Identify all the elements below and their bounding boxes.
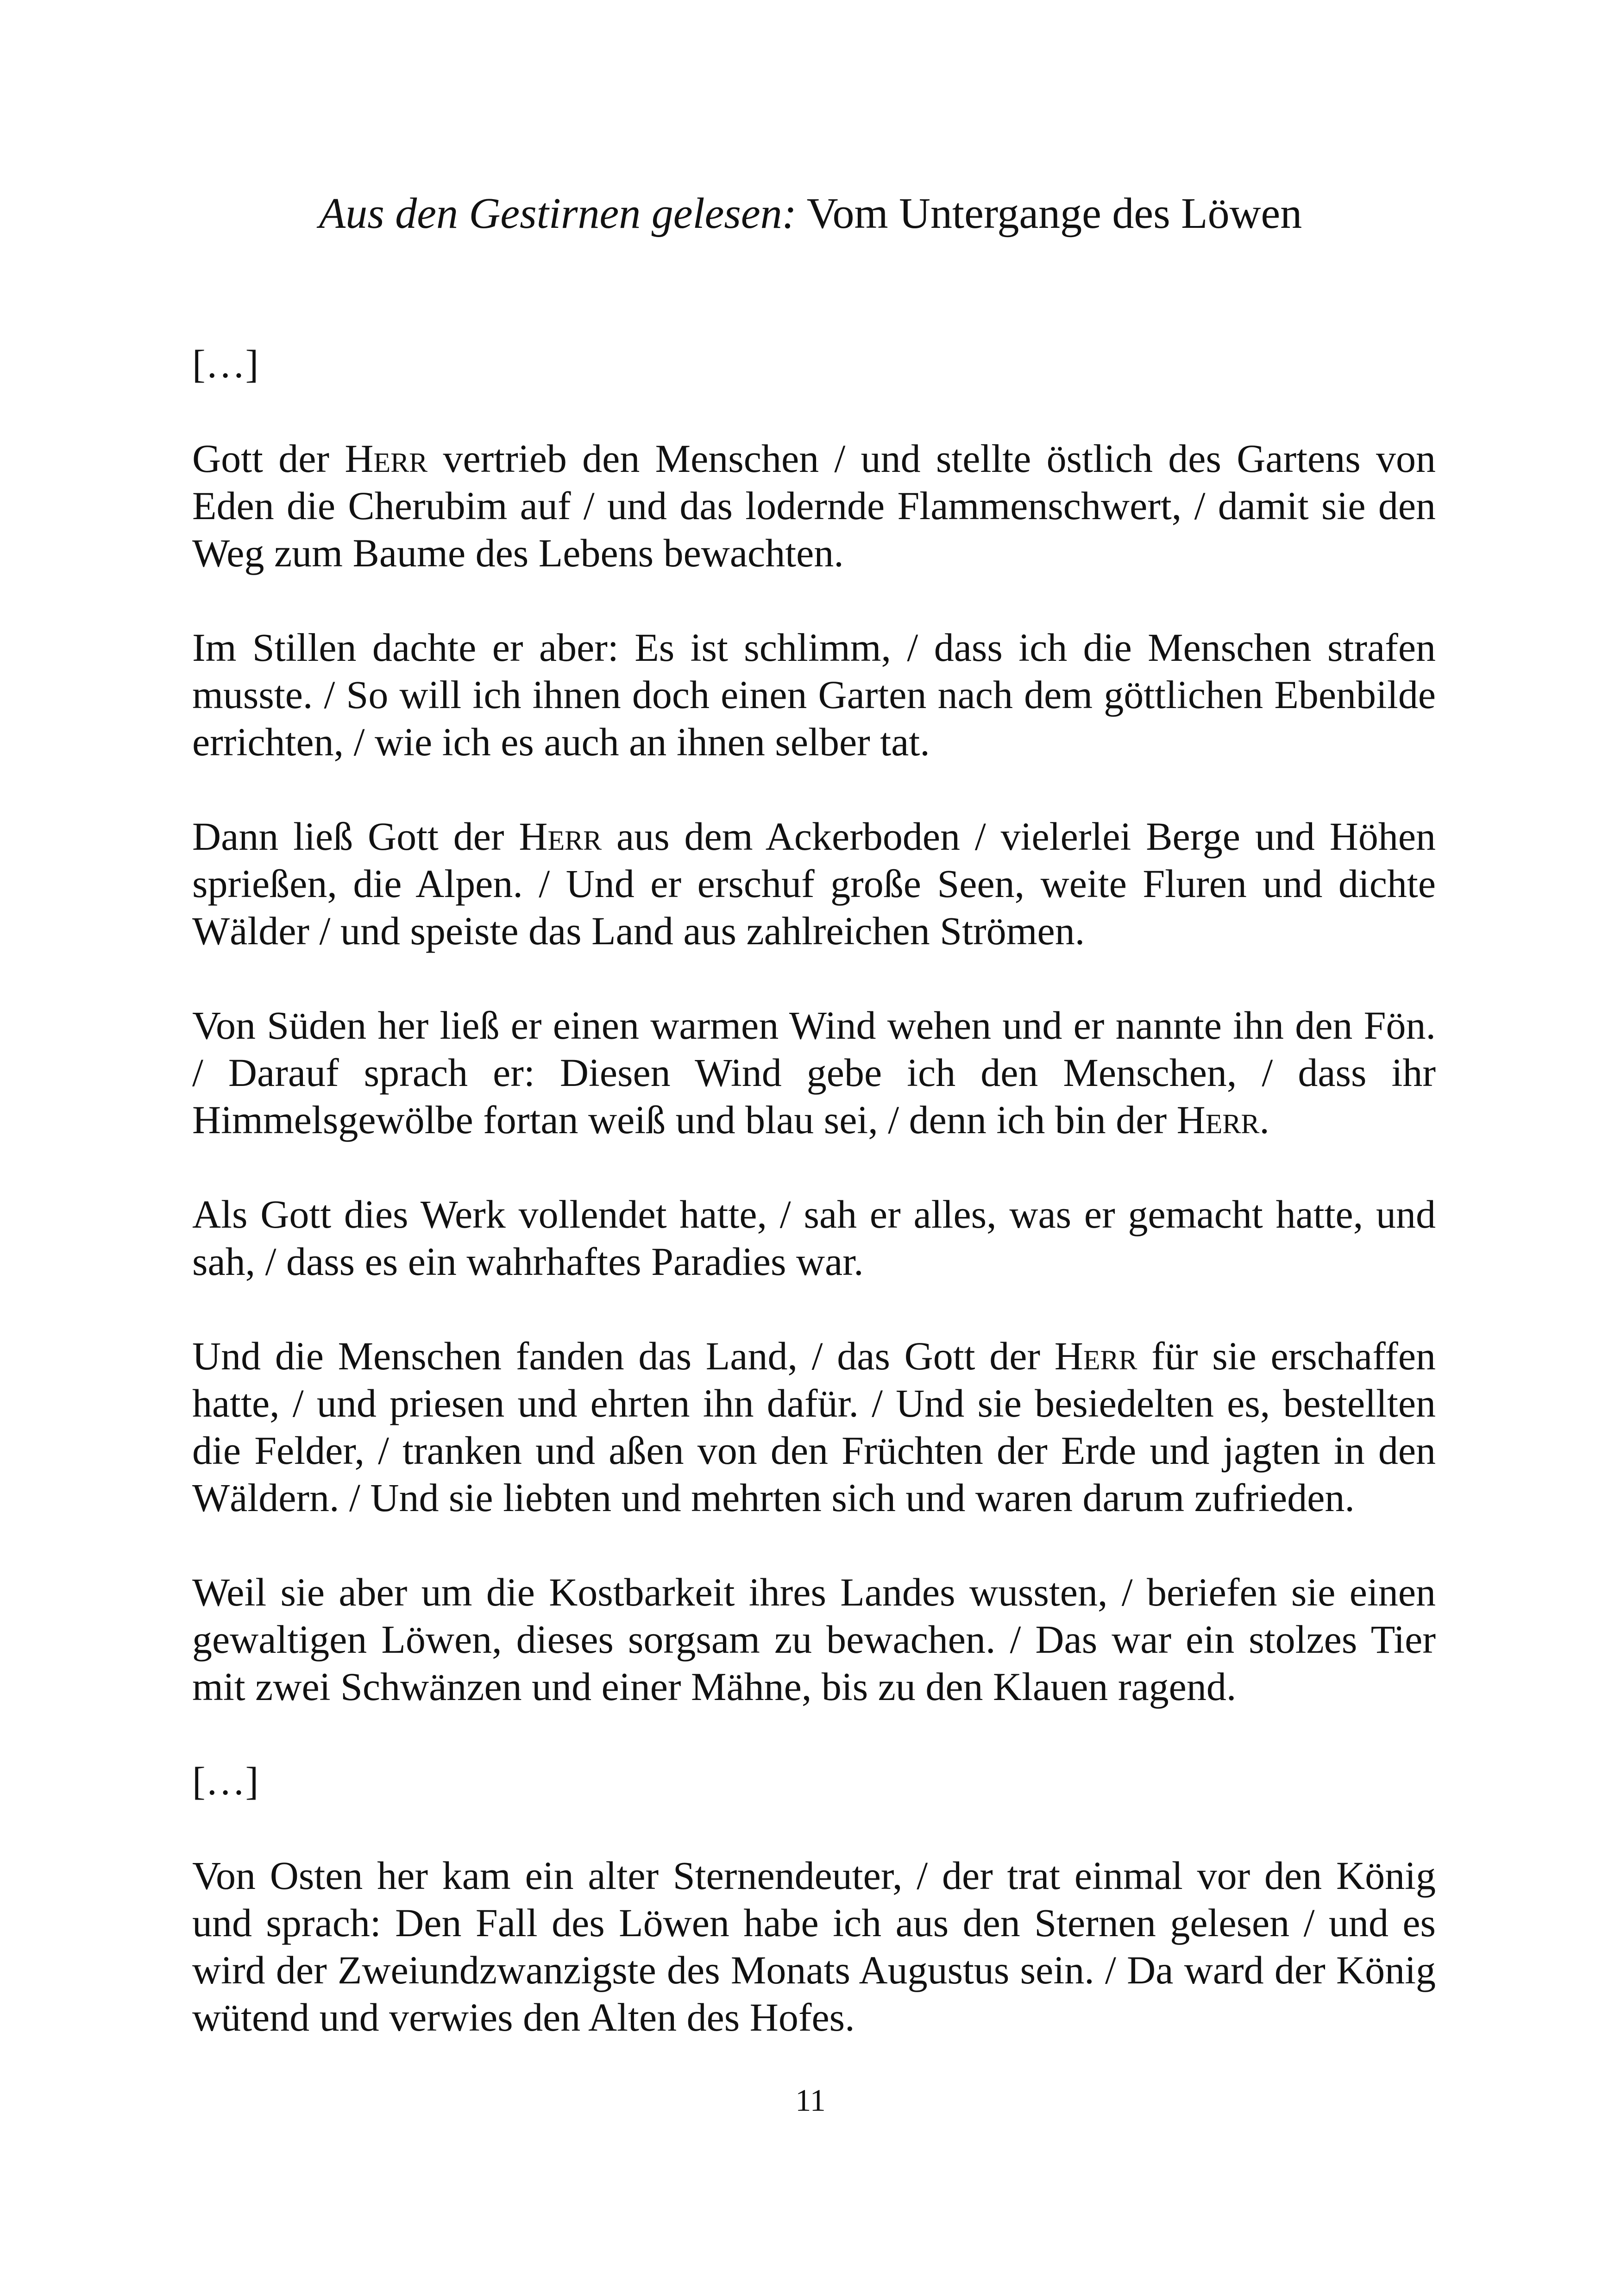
paragraph: Im Stillen dachte er aber: Es ist schlimm, / dass ich die Menschen strafen musste. / So will ich ihnen doch einen Garten nach dem göttlichen Ebenbilde errichten, / wie ich es auch an ihnen selber tat. — [192, 625, 1436, 764]
paragraph — [192, 1332, 1436, 1521]
paragraph: Von Osten her kam ein alter Sternendeuter, / der trat einmal vor den König und sprach: Den Fall des Löwen habe ich aus den Sternen gelesen / und es wird der Zweiundzwanzigste des Monats Augustus sein. / Da ward der König wütend und verwies den Alten des Hofes. — [192, 1853, 1436, 2039]
paragraph — [192, 813, 1436, 954]
paragraph-text: Von Süden her ließ er einen warmen Wind wehen und er nannte ihn den Fön. / Darauf sprach er: Diesen Wind gebe ich den Menschen, / dass ihr Himmelsgewölbe fortan weiß und blau sei, / denn ich bin der — [192, 1003, 1436, 1142]
paragraph-text: Gott der — [192, 436, 345, 481]
title-italic-part: Aus den Gestirnen gelesen: — [319, 189, 797, 238]
paragraph — [192, 1002, 1436, 1143]
paragraph-text: aus dem Ackerboden / vielerlei Berge und Höhen sprießen, die Alpen. / Und er erschuf große Seen, weite Fluren und dichte Wälder / und speiste das Land aus zahlreichen Strömen. — [192, 814, 1436, 953]
herr-small-caps: Herr — [345, 436, 428, 481]
paragraph-text: Dann ließ Gott der — [192, 814, 519, 859]
paragraph-text: Und die Menschen fanden das Land, / das Gott der — [192, 1334, 1055, 1378]
paragraph: Weil sie aber um die Kostbarkeit ihres Landes wussten, / beriefen sie einen gewaltigen Löwen, dieses sorgsam zu bewachen. / Das war ein stolzes Tier mit zwei Schwänzen und einer Mähne, bis zu den Klauen ragend. — [192, 1570, 1436, 1709]
page-number: 11 — [795, 2083, 826, 2118]
herr-small-caps: Herr — [1054, 1334, 1137, 1378]
ellipsis-marker: […] — [192, 1759, 259, 1803]
page-title — [0, 188, 1621, 240]
herr-small-caps: Herr — [1176, 1098, 1260, 1142]
body-text — [192, 340, 1436, 2088]
paragraph: Als Gott dies Werk vollendet hatte, / sah er alles, was er gemacht hatte, und sah, / dass es ein wahrhaftes Paradies war. — [192, 1192, 1436, 1284]
herr-small-caps: Herr — [519, 814, 602, 859]
paragraph-text: . — [1259, 1098, 1269, 1142]
title-roman-part: Vom Untergange des Löwen — [806, 189, 1302, 238]
paragraph-text: vertrieb den Menschen / und stellte östlich des Gartens von Eden die Cherubim auf / und das lodernde Flammenschwert, / damit sie den Weg zum Baume des Lebens bewachten. — [192, 436, 1436, 575]
paragraph — [192, 435, 1436, 577]
paragraph-text: für sie erschaffen hatte, / und priesen und ehrten ihn dafür. / Und sie besiedelten es, bestellten die Felder, / tranken und aßen von den Früchten der Erde und jagten in den Wäldern. / Und sie liebten und mehrten sich und waren darum zufrieden. — [192, 1334, 1436, 1520]
ellipsis-marker: […] — [192, 342, 259, 386]
